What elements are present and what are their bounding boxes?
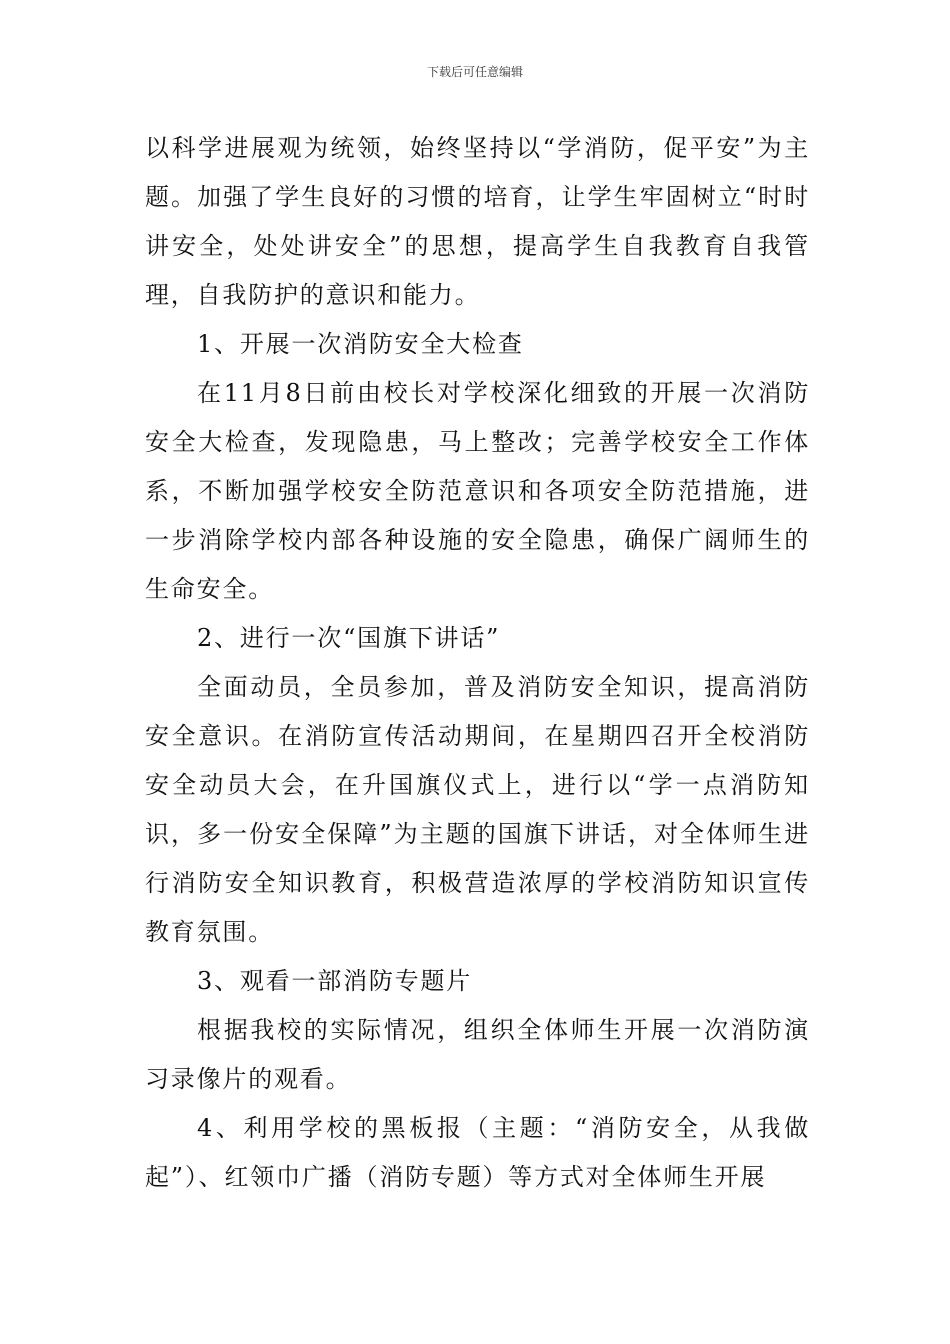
heading-item-3: 3、观看一部消防专题片: [197, 967, 473, 995]
paragraph-item-4: 4、利用学校的黑板报（主题：“消防安全，从我做起”）、红领巾广播（消防专题）等方式对全体师生开展: [145, 1114, 810, 1191]
document-body: [145, 124, 810, 1202]
paragraph-item-2: 全面动员，全员参加，普及消防安全知识，提高消防安全意识。在消防宣传活动期间，在星期四召开全校消防安全动员大会，在升国旗仪式上，进行以“学一点消防知识，多一份安全保障”为主题的国旗下讲话，对全体师生进行消防安全知识教育，积极营造浓厚的学校消防知识宣传教育氛围。: [145, 673, 810, 946]
heading-item-1: 1、开展一次消防安全大检查: [197, 330, 524, 358]
paragraph-intro: 以科学进展观为统领，始终坚持以“学消防，促平安”为主题。加强了学生良好的习惯的培育，让学生牢固树立“时时讲安全，处处讲安全”的思想，提高学生自我教育自我管理，自我防护的意识和能力。: [145, 134, 810, 309]
paragraph-item-1: 在11月8日前由校长对学校深化细致的开展一次消防安全大检查，发现隐患，马上整改；完善学校安全工作体系，不断加强学校安全防范意识和各项安全防范措施，进一步消除学校内部各种设施的安全隐患，确保广阔师生的生命安全。: [145, 379, 810, 603]
heading-item-2: 2、进行一次“国旗下讲话”: [197, 624, 501, 652]
page-header: 下载后可任意编辑: [426, 65, 523, 79]
paragraph-item-3: 根据我校的实际情况，组织全体师生开展一次消防演习录像片的观看。: [145, 1016, 810, 1093]
